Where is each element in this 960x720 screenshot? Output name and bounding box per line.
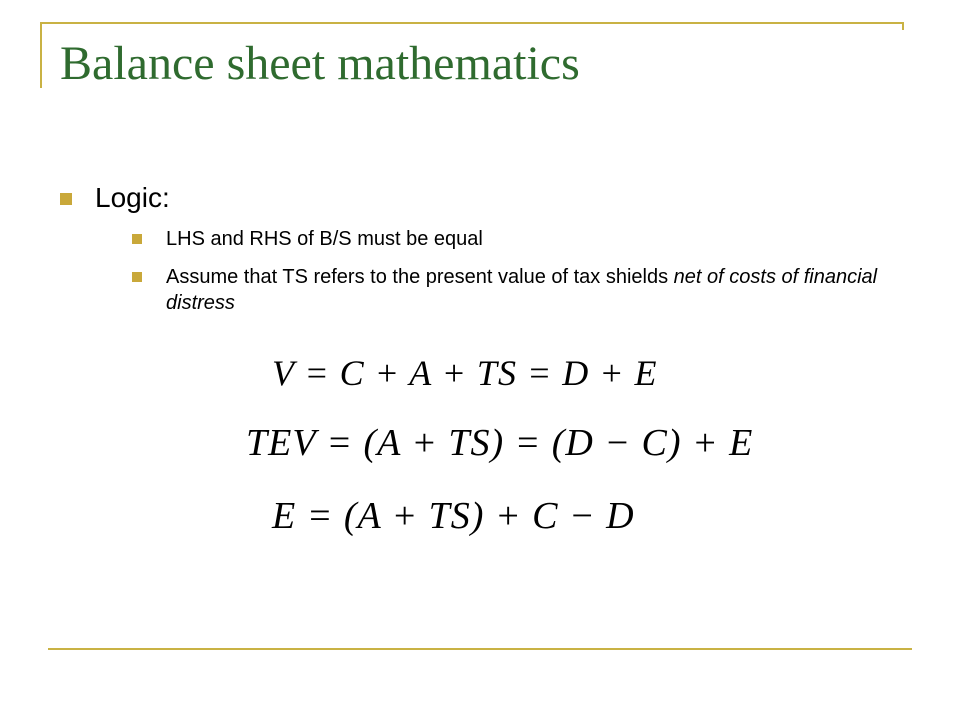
equation-2: TEV = (A + TS) = (D − C) + E — [246, 422, 754, 464]
sub-bullet-1 — [132, 226, 892, 252]
bullet-logic — [60, 182, 170, 214]
equation-3: E = (A + TS) + C − D — [272, 495, 635, 537]
bullet-square-icon — [132, 272, 142, 282]
sub-bullet-2-italic-text: net of costs of financial distress — [166, 266, 878, 314]
sub-bullet-2-text-wrapper — [166, 264, 892, 316]
frame-top-line — [40, 22, 904, 24]
bullet-square-icon — [60, 193, 72, 205]
frame-right-line — [902, 22, 904, 30]
equation-1: V = C + A + TS = D + E — [272, 353, 658, 393]
frame-bottom-line — [48, 648, 912, 650]
sub-bullet-2 — [132, 264, 892, 316]
slide-title: Balance sheet mathematics — [60, 37, 580, 90]
bullet-square-icon — [132, 234, 142, 244]
sub-bullet-1-text: LHS and RHS of B/S must be equal — [166, 228, 483, 250]
frame-left-line — [40, 22, 42, 88]
bullet-logic-text: Logic: — [95, 182, 170, 213]
sub-bullet-2-text: Assume that TS refers to the present value of tax shields — [166, 266, 674, 288]
